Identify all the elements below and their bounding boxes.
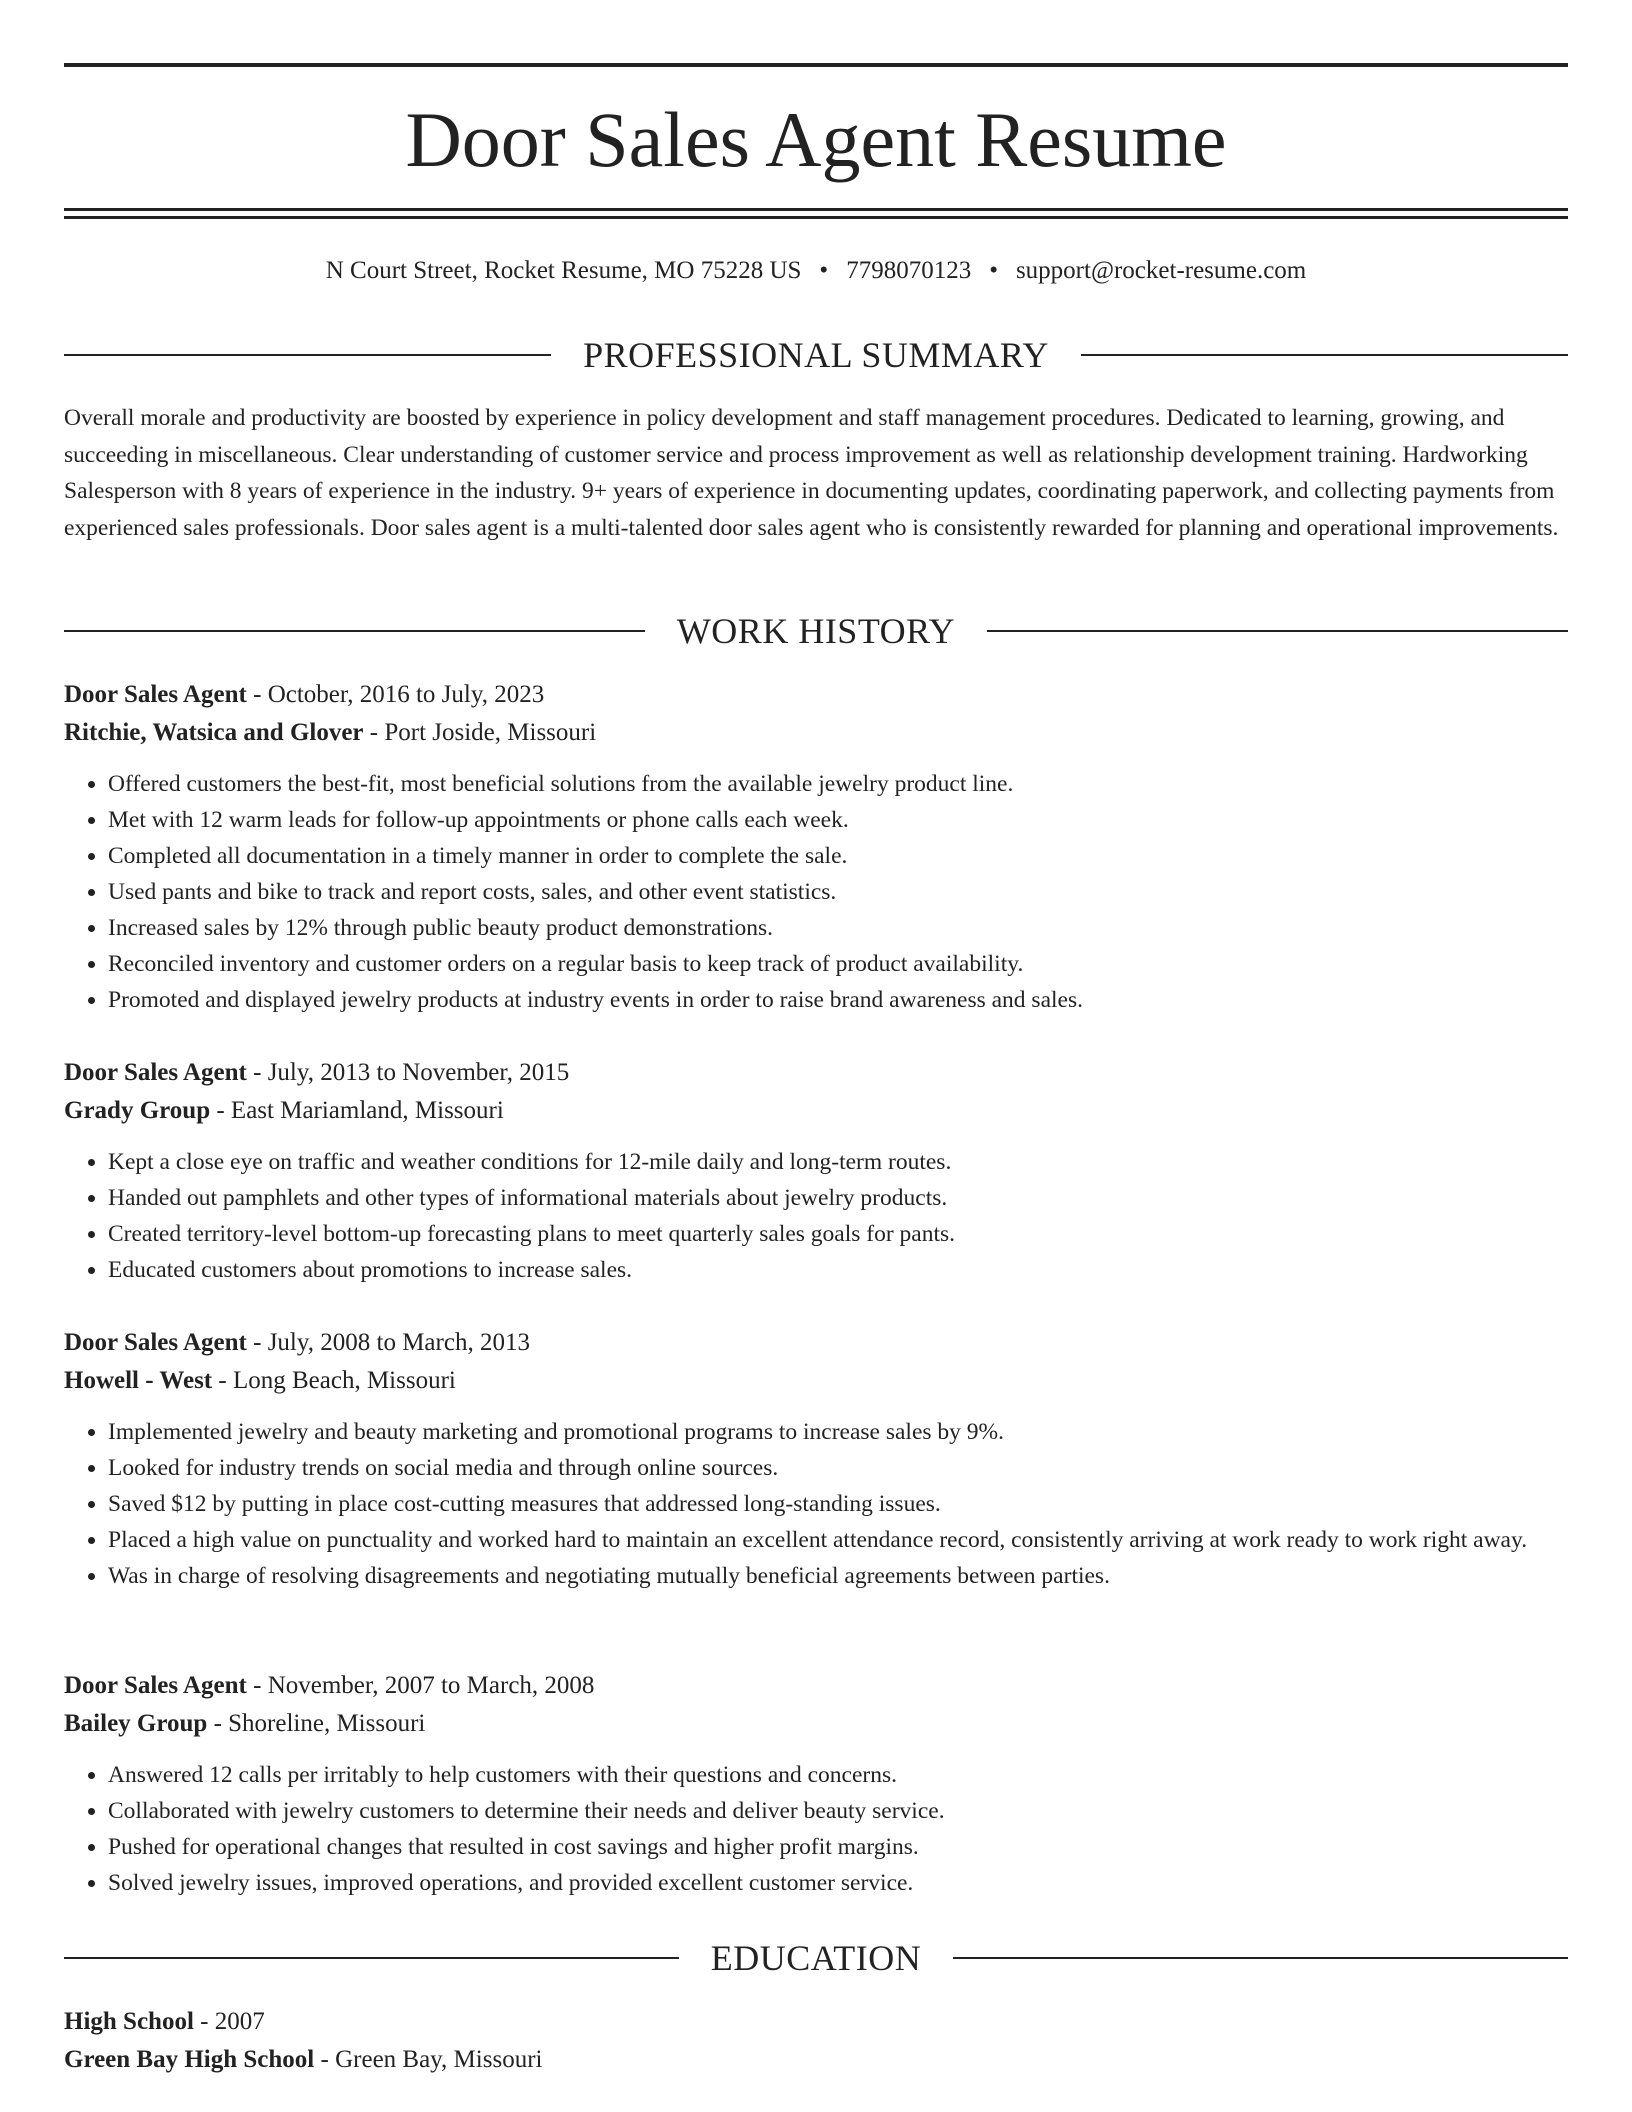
- contact-line: [64, 254, 1568, 288]
- list-item: • Increased sales by 12% through public beauty product demonstrations.: [108, 910, 1568, 946]
- job-title: Door Sales Agent: [64, 681, 247, 708]
- job-company: Bailey Group: [64, 1710, 208, 1737]
- list-item: • Reconciled inventory and customer orders on a regular basis to keep track of product availability.: [108, 946, 1568, 982]
- education-entry: [64, 2003, 1568, 2079]
- job-location: - Port Joside, Missouri: [363, 719, 597, 746]
- job-location: - East Mariamland, Missouri: [210, 1097, 504, 1124]
- job-company-line: [64, 1362, 1568, 1400]
- job-dates: - July, 2013 to November, 2015: [246, 1059, 570, 1086]
- section-heading-work: [64, 609, 1568, 653]
- header-top-rule: [64, 63, 1568, 67]
- job-dates: - July, 2008 to March, 2013: [246, 1329, 530, 1356]
- job-bullets: [64, 766, 1568, 1018]
- job-location: - Shoreline, Missouri: [207, 1710, 426, 1737]
- list-item: • Completed all documentation in a timely manner in order to complete the sale.: [108, 838, 1568, 874]
- resume-title: Door Sales Agent Resume: [405, 96, 1227, 183]
- list-item: • Placed a high value on punctuality and worked hard to maintain an excellent attendance record, consistently arriving at work ready to work right away.: [108, 1522, 1568, 1558]
- list-item: • Implemented jewelry and beauty marketing and promotional programs to increase sales by 9%.: [108, 1414, 1568, 1450]
- job-company: Ritchie, Watsica and Glover: [64, 719, 364, 746]
- job-title-line: [64, 1667, 1568, 1705]
- list-item: • Used pants and bike to track and report costs, sales, and other event statistics.: [108, 874, 1568, 910]
- job-location: - Long Beach, Missouri: [212, 1367, 456, 1394]
- heading-rule-right: [953, 1957, 1568, 1959]
- section-heading-summary: [64, 333, 1568, 377]
- job-bullets: [64, 1757, 1568, 1901]
- heading-rule-left: [64, 1957, 679, 1959]
- job-dates: - October, 2016 to July, 2023: [246, 681, 545, 708]
- heading-rule-right: [987, 630, 1568, 632]
- section-heading-education: [64, 1936, 1568, 1980]
- heading-rule-right: [1081, 354, 1568, 356]
- education-year: - 2007: [193, 2008, 265, 2035]
- contact-email: support@rocket-resume.com: [1015, 257, 1307, 284]
- job-bullets: [64, 1144, 1568, 1288]
- section-title: PROFESSIONAL SUMMARY: [583, 335, 1049, 375]
- heading-rule-left: [64, 354, 551, 356]
- section-title: EDUCATION: [710, 1938, 922, 1978]
- section-title: WORK HISTORY: [676, 611, 956, 651]
- job-title: Door Sales Agent: [64, 1329, 247, 1356]
- job-bullets: [64, 1414, 1568, 1594]
- job-company: Howell - West: [64, 1367, 213, 1394]
- header-double-rule-upper: [64, 208, 1568, 211]
- header-double-rule-lower: [64, 216, 1568, 219]
- job-title-line: [64, 1324, 1568, 1362]
- job-company: Grady Group: [64, 1097, 211, 1124]
- list-item: • Was in charge of resolving disagreements and negotiating mutually beneficial agreements between parties.: [108, 1558, 1568, 1594]
- list-item: • Collaborated with jewelry customers to determine their needs and deliver beauty service.: [108, 1793, 1568, 1829]
- list-item: • Handed out pamphlets and other types of informational materials about jewelry products.: [108, 1180, 1568, 1216]
- education-degree: High School: [64, 2008, 194, 2035]
- job-entry: [64, 1667, 1568, 1901]
- education-school: Green Bay High School: [64, 2046, 315, 2073]
- list-item: • Saved $12 by putting in place cost-cutting measures that addressed long-standing issues.: [108, 1486, 1568, 1522]
- list-item: • Answered 12 calls per irritably to help customers with their questions and concerns.: [108, 1757, 1568, 1793]
- list-item: • Solved jewelry issues, improved operations, and provided excellent customer service.: [108, 1865, 1568, 1901]
- summary-text: Overall morale and productivity are boosted by experience in policy development and staff management procedures. Dedicated to learning, growing, and succeeding in miscellaneous. Clear understanding of customer service and process improvement as well as relationship development training. Hardworking Salesperson with 8 years of experience in the industry. 9+ years of experience in documenting updates, coordinating paperwork, and collecting payments from experienced sales professionals. Door sales agent is a multi-talented door sales agent who is consistently rewarded for planning and operational improvements.: [64, 405, 1559, 541]
- job-entry: [64, 1054, 1568, 1288]
- job-company-line: [64, 1092, 1568, 1130]
- contact-separator: •: [819, 257, 829, 284]
- job-company-line: [64, 1705, 1568, 1743]
- heading-rule-left: [64, 630, 645, 632]
- job-dates: - November, 2007 to March, 2008: [246, 1672, 595, 1699]
- contact-phone: 7798070123: [846, 257, 972, 284]
- job-company-line: [64, 714, 1568, 752]
- job-title-line: [64, 1054, 1568, 1092]
- job-title: Door Sales Agent: [64, 1059, 247, 1086]
- contact-address: N Court Street, Rocket Resume, MO 75228 US: [325, 257, 802, 284]
- list-item: • Met with 12 warm leads for follow-up appointments or phone calls each week.: [108, 802, 1568, 838]
- education-school-line: [64, 2041, 1568, 2079]
- education-degree-line: [64, 2003, 1568, 2041]
- list-item: • Pushed for operational changes that resulted in cost savings and higher profit margins.: [108, 1829, 1568, 1865]
- list-item: • Educated customers about promotions to increase sales.: [108, 1252, 1568, 1288]
- list-item: • Offered customers the best-fit, most beneficial solutions from the available jewelry product line.: [108, 766, 1568, 802]
- job-title-line: [64, 676, 1568, 714]
- list-item: • Promoted and displayed jewelry products at industry events in order to raise brand awareness and sales.: [108, 982, 1568, 1018]
- list-item: • Looked for industry trends on social media and through online sources.: [108, 1450, 1568, 1486]
- list-item: • Kept a close eye on traffic and weather conditions for 12-mile daily and long-term routes.: [108, 1144, 1568, 1180]
- education-location: - Green Bay, Missouri: [314, 2046, 543, 2073]
- job-title: Door Sales Agent: [64, 1672, 247, 1699]
- job-entry: [64, 1324, 1568, 1594]
- list-item: • Created territory-level bottom-up forecasting plans to meet quarterly sales goals for pants.: [108, 1216, 1568, 1252]
- job-entry: [64, 676, 1568, 1018]
- contact-separator: •: [989, 257, 998, 284]
